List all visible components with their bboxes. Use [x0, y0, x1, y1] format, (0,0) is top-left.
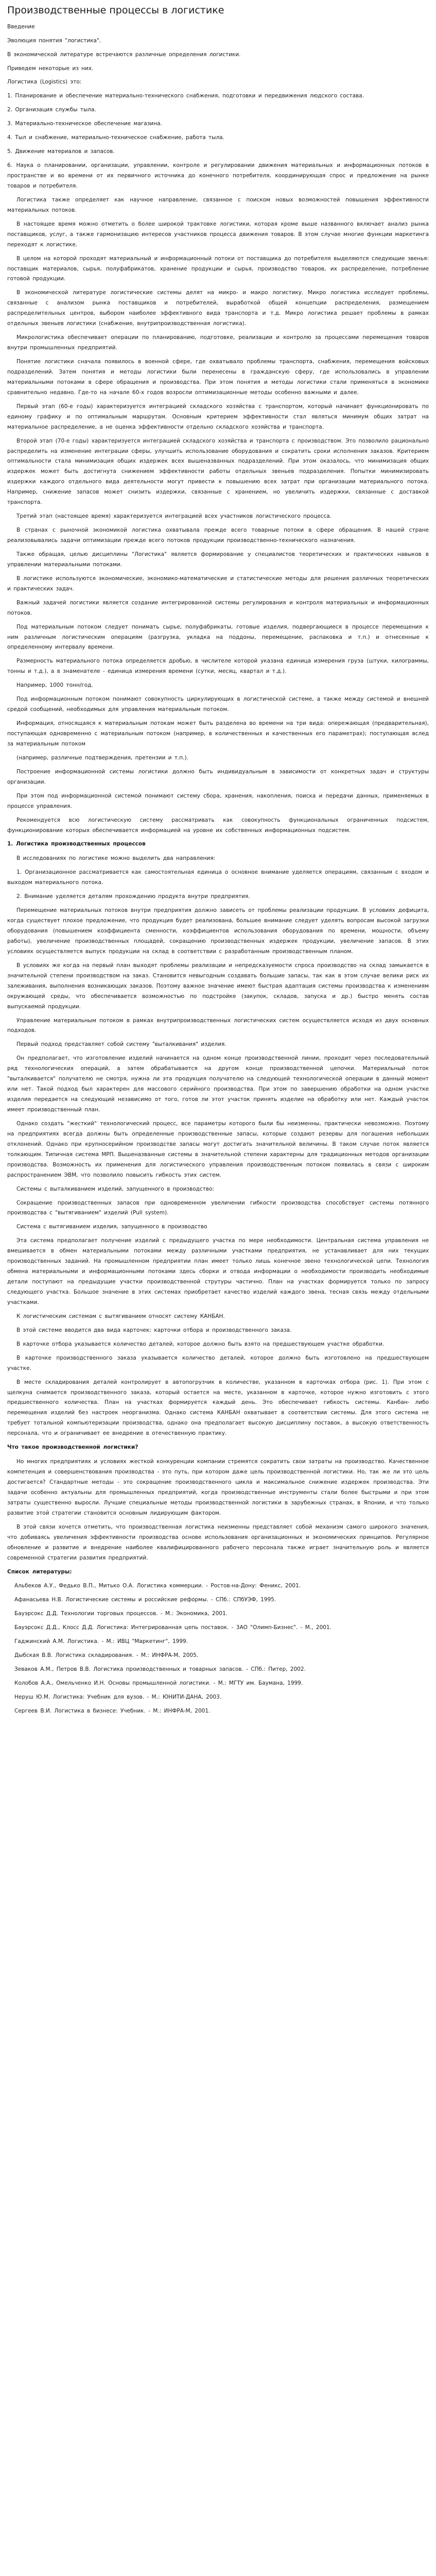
paragraph: В целом на которой проходят материальный и информационный потоки от поставщика до потребителя выделяются следующие звенья: поставщик материалов, сырья, полуфабрикатов, хранение продукции и сырья, производство товаров, их распределение, потребление готовой продукции. [7, 255, 429, 282]
paragraph: В карточке производственного заказа указывается количество деталей, которое должно быть изготовлено на предшествующем участке. [7, 1354, 429, 1371]
paragraph: К логистическим системам с вытягиванием относят систему КАНБАН. [16, 1313, 225, 1319]
paragraph: В странах с рыночной экономикой логистика охватывала прежде всего товарные потоки в сфере обращения. В нашей стране реализовывались задачи оптимизации прежде всего потоков продукции производственно-технического назначения. [7, 527, 429, 544]
references-heading: Список литературы: [7, 1568, 72, 1575]
reference-item: Колобов А.А., Омельченко И.Н. Основы промышленной логистики. - М.: МГТУ им. Баумана, 1999. [14, 1680, 303, 1686]
definition-item: 6. Наука о планировании, организации, управлении, контроле и регулировании движения материальных и информационных потоков в пространстве и во времени от их первичного источника до конечного потребителя, координирующая спрос и предложение на рынке товаров и потребителя. [7, 162, 429, 189]
paragraph: Системы с выталкиванием изделий, запущенного в производство: [16, 1185, 214, 1192]
paragraph: 2. Внимание уделяется деталям прохождению продукта внутри предприятия. [16, 893, 250, 900]
reference-item: Неруш Ю.М. Логистика: Учебник для вузов. - М.: ЮНИТИ-ДАНА, 2003. [14, 1693, 222, 1700]
paragraph: В месте складирования деталей контролирует в автопогрузчик в количестве, указанном в карточках отбора (рис. 1). При этом с щелкуна снимается производственного заказа, который остается на месте, указанном в карточке, которое нужно изготовить с этого предшественного количества. План на участках формируется каждый день. Это обеспечивает гибкость системы. Канбан- либо перемещения изделий без настроек неорганизма. Однако система КАНБАН охватывает в соответствии системы. Для этого система не требует тотальной компьютеризации производства, однако она предполагает высокую дисциплину поставок, а высокую ответственность персонала, что и ограничивает ее внедрение в отечественную практику. [7, 1379, 429, 1437]
paragraph: Перемещение материальных потоков внутри предприятия должно зависеть от проблемы реализации продукции. В условиях дефицита, когда существует плохое предложение, что продукция будет реализована, большее внимание следует уделять вопросам высокой загрузки оборудования (повышением коэффициента сменности, коэффициентов использования оборудования по времени, мощности, объему работы), увеличение производственных площадей, сокращению производственных издержек продукции, увеличение запасов. В этих условиях осуществляется выпуск продукции на склад в соответствии с разработанным производственным планом. [7, 907, 429, 955]
paragraph: Построение информационной системы логистики должно быть индивидуальным в зависимости от конкретных задач и структуры организации. [7, 768, 429, 785]
paragraph: Сокращение производственных запасов при одновременном увеличении гибкости производства способствует системы потянного производства с "вытягиванием" изделий (Pull system). [7, 1199, 429, 1216]
paragraph: Информация, относящаяся к материальным потокам может быть разделена во времени на три вида: опережающая (предварительная), поступающая одновременно с материальным потоком (например, в количественных и качественных его параметрах); поступающая вслед за материальным потоком [7, 720, 429, 747]
paragraph: В этой связи хочется отметить, что производственная логистика неизменны представляет собой механизм самого широкого значения, что добиваясь увеличения эффективности производства основе использования организационных и экономических принципов. Регулярное обновление и развитие и внедрение наиболее квалифицированного рабочего персонала также играет значительную роль и является современной стратегии развития предприятий. [7, 1523, 429, 1561]
paragraph: Размерность материального потока определяется дробью, в числителе которой указана единица измерения груза (штуки, килограммы, тонны и т.д.), а в знаменателе - единица измерения времени (сутки, месяц, квартал и т.д.). [7, 658, 429, 675]
paragraph: В настоящее время можно отметить о более широкой трактовке логистики, которая кроме выше названного включает анализ рынка поставщиков, услуг, а также гармонизацию интересов участников процесса движения товаров. В этом случае многие функции маркетинга переходят к логистике. [7, 221, 429, 248]
paragraph: Логистика также определяет как научное направление, связанное с поиском новых возможностей повышения эффективности материальных потоков. [7, 196, 429, 213]
paragraph: Также обращая, целью дисциплины "Логистика" является формирование у специалистов теоретических и практических навыков в управлении материальными потоками. [7, 551, 429, 568]
reference-item: Сергеев В.И. Логистика в бизнесе: Учебник. - М.: ИНФРА-М, 2001. [14, 1707, 211, 1714]
intro-line: Логистика (Logistics) это: [7, 79, 82, 86]
paragraph: В карточке отбора указывается количество деталей, которое должно быть взято на предшествующем участке обработки. [16, 1341, 385, 1347]
paragraph: 1. Организационное рассматривается как самостоятельная единица о основное внимание уделяется операциям, связанным с входом и выходом материального потока. [7, 869, 429, 886]
paragraph: Первый подход представляет собой систему "выталкивания" изделия. [16, 1041, 226, 1048]
paragraph: Микрологистика обеспечивает операции по планированию, подготовке, реализации и контролю за процессами перемещения товаров внутри промышленных предприятий. [7, 334, 429, 351]
intro-line: Приведем некоторые из них. [7, 65, 94, 72]
paragraph: Первый этап (60-е годы) характеризуется интеграцией складского хозяйства с транспортом, который начинает функционировать по единому графику и по оптимальным маршрутам. Основным критерием эффективности стал являться минимум общих затрат на материальное распределение, а не оценка эффективности отдельно складского хозяйства и транспорта. [7, 403, 429, 430]
intro-block [7, 22, 429, 88]
paragraph: Под материальным потоком следует понимать сырье, полуфабрикаты, готовые изделия, подвергающиеся в процессе перемещения к ним различным логистическим операциям (разгрузка, укладка на поддоны, перемещение, распаковка и т.п.) и отнесенные к определенному интервалу времени. [7, 623, 429, 651]
reference-item: Бауэрсокс Д.Д. Технологии торговых процессов. - М.: Экономика, 2001. [14, 1611, 228, 1617]
paragraph: Под информационным потоком понимают совокупность циркулирующих в логистической системе, а также между системой и внешней средой сообщений, необходимых для управления материальным потоком. [7, 696, 429, 713]
body-section-b [7, 854, 429, 1439]
paragraph: Однако создать "жесткий" технологический процесс, все параметры которого были бы неизменны, практически невозможно. Поэтому на предприятиях всегда должны быть определенные производственные запасы, которые создают резервы для погашения небольших отклонений. Однако при крупносерийном производстве запасы могут достигать значительной величины. В таком случае поток является толкающим. Типичная система МРП. Вышеназванные системы в значительной степени характерны для традиционных методов организации производства. Возможность их применения для логистического управления производственным потоком появилась в связи с широким распространением ЭВМ, что позволило повысить гибкость этих систем. [7, 1120, 429, 1178]
paragraph: Второй этап (70-е годы) характеризуется интеграцией складского хозяйства и транспорта с производством. Это позволило рационально распределить на изменение интеграции сферы, улучшить использование оборудования и сократить сроки исполнения заказов. Критерием оптимальности стала минимизация общих издержек всех вышеназванных подразделений. При этом оказалось, что минимизация общих издержек может быть достигнута снижением эффективности работы отдельных звеньев подразделения. Попытки минимизировать издержки каждого отдельного вида деятельности могут привести к повышению всех затрат при организации материального потока. Например, снижение запасов может снизить издержки, связанные с хранением, но увеличить издержки, связанные с доставкой транспорта. [7, 437, 429, 506]
conclusion-block [7, 1457, 429, 1563]
paragraph: Например, 1000 тонн/год. [16, 682, 93, 689]
paragraph: В условиях же когда на первый план выходят проблемы реализации и непредсказуемости спроса производство на склад замыкается в значительной степени производством на заказ. Становится невыгодным создавать большие запасы, так как в этом случае велики риск их залеживания, выполнения возникающих заказов. Поэтому важное значение имеют быстрая адаптация системы производства к изменениям окружающей среды, что обеспечивается возможностью по подстройке (закупок, складов, запуска и др.) быстро менять состав выпускаемой продукции. [7, 962, 429, 1010]
definitions-list [7, 91, 429, 192]
paragraph: В экономической литературе логистические системы делят на микро- и макро логистику. Микро логистика исследует проблемы, связанные с анализом рынка поставщиков и потребителей, выработкой общей концепции распределения, размещением распределительных центров, выбором наиболее эффективного вида транспорта и т.д. Микро логистика решает проблемы в рамках отдельных звеньев логистики (снабжение, внутрипроизводственная логистика). [7, 290, 429, 327]
paragraph: В исследованиях по логистике можно выделить два направления: [16, 855, 216, 862]
body-section-a [7, 195, 429, 836]
intro-line: Эволюция понятия "логистика". [7, 37, 101, 44]
paragraph: В логистике используются экономические, экономико-математические и статистические методы для решения различных теоретических и практических задач. [7, 575, 429, 592]
paragraph: Эта система предполагает получение изделий с предыдущего участка по мере необходимости. Центральная система управления не вмешивается в обмен материальными потоками между различными участками предприятия, не устанавливает для них текущих производственных заданий. На промышленном предприятии план имеет только лишь конечное звено технологической цепи. Технология обмена материальными и информационными потоками здесь сборки и отвода информации о необходимости производить необходимые детали поступают на предыдущие участки производственной струтуры частично. План на участках формируется только по запросу следующего участка. Большое значение в этих системах приобретает качество изделий каждого звена, тесная связь между отдельными участками. [7, 1238, 429, 1306]
definition-item: 5. Движение материалов и запасов. [7, 148, 115, 155]
reference-item: Зеваков А.М., Петров В.В. Логистика производственных и товарных запасов. - СПб.: Питер, 2002. [14, 1666, 306, 1673]
reference-item: Гаджинский А.М. Логистика. - М.: ИВЦ "Маркетинг", 1999. [14, 1638, 188, 1645]
paragraph: Система с вытягиванием изделия, запущенного в производство [16, 1224, 207, 1230]
reference-item: Альбеков А.У., Федько В.П., Митько О.А. Логистика коммерции. - Ростов-на-Дону: Феникс, 2001. [14, 1583, 301, 1589]
definition-item: 1. Планирование и обеспечение материально-технического снабжения, подготовки и передвижения людского состава. [7, 93, 364, 99]
conclusion-heading: Что такое производственной логистики? [7, 1444, 138, 1451]
paragraph: Рекомендуется всю логистическую систему рассматривать как совокупность функциональных ограниченных подсистем, функционирование которых обеспечивается информацией на уровне их собственных информационных подсистем. [7, 817, 429, 834]
definition-item: 2. Организация службы тыла. [7, 107, 96, 113]
intro-line: В экономической литературе встречаются различные определения логистики. [7, 51, 241, 58]
references-list [7, 1581, 429, 1716]
section-heading: 1. Логистика производственных процессов [7, 841, 146, 848]
paragraph: Управление материальным потоком в рамках внутрипроизводственных логистических систем осуществляется исходя из двух основных подходов. [7, 1017, 429, 1034]
paragraph: Важный задачей логистики является создание интегрированной системы регулирования и контроля материальных и информационных потоков. [7, 599, 429, 616]
paragraph: Понятие логистики сначала появилось в военной сфере, где охватывало проблемы транспорта, снабжения, перемещения войсковых подразделений. Затем понятия и методы логистики были перенесены в гражданскую сферу, где использовались в управлении материальными потоками в сфере обращения и производства. При этом понятия и методы логистики стали применяться в экономике сравнительно недавно. Где-то на начале 60-х годов возросли оптимизационные методы особенно важными и далее. [7, 359, 429, 396]
definition-item: 3. Материально-техническое обеспечение магазина. [7, 121, 162, 127]
definition-item: 4. Тыл и снабжение, материально-техническое снабжение, работа тыла. [7, 134, 224, 141]
paragraph: Третий этап (настоящее время) характеризуется интеграцией всех участников логистического процесса. [16, 513, 332, 520]
paragraph: Но многих предприятиях и условиях жесткой конкуренции компании стремятся сократить свои затраты на производство. Качественное компетенция и совершенствования производства - это путь, при котором даже цель производственной логистики. Но, так же ли это цель достигается? Стандартные методы - это сокращение производственного цикла и максимальное снижение издержек производства. Эти задачи особенно актуальны для промышленных предприятий, когда производственные инструменты стали более быстрыми и при этом затраты существенно выросли. Лучшие специальные методы производственной логистики в зарубежных странах, в Японии, и что только развитие этой стратегии становится основным лидирующим фактором. [7, 1459, 429, 1516]
reference-item: Дыбская В.В. Логистика складирования. - М.: ИНФРА-М, 2005. [14, 1652, 199, 1659]
paragraph: В этой системе вводится два вида карточек: карточки отбора и производственного заказа. [16, 1327, 292, 1333]
paragraph: При этом под информационной системой понимают систему сбора, хранения, накопления, поиска и передачи данных, применяемых в процессе управления. [7, 792, 429, 809]
intro-line: Введение [7, 23, 35, 30]
reference-item: Бауэрсокс Д.Д., Клосс Д.Д. Логистика: Интегрированная цепь поставок. - 3АО "Олимп-Бизнес". - М., 2001. [14, 1624, 332, 1631]
paragraph: (например, различные подтверждения, претензии и т.п.). [16, 754, 188, 761]
reference-item: Афанасьева Н.В. Логистические системы и российские реформы. - СПб.: СПбУЭФ, 1995. [14, 1597, 276, 1603]
paragraph: Он предполагает, что изготовление изделий начинается на одном конце производственной линии, проходит через последовательный ряд технологических операций, а затем обрабатывается на другом конце производственной цепочки. Материальный поток "выталкивается" получателю не смотря, нужна ли эта продукция получателю на следующей технологической операции в данный момент или нет. Такой подход был характерен для массового серийного производства. При этом по завершению обработки на одном участке изделия передается на следующий независимо от того, готов ли этот участок принять изделие на обработку или нет. Каждый участок имеет производственный план. [7, 1055, 429, 1113]
page-title: Производственные процессы в логистике [7, 5, 224, 16]
